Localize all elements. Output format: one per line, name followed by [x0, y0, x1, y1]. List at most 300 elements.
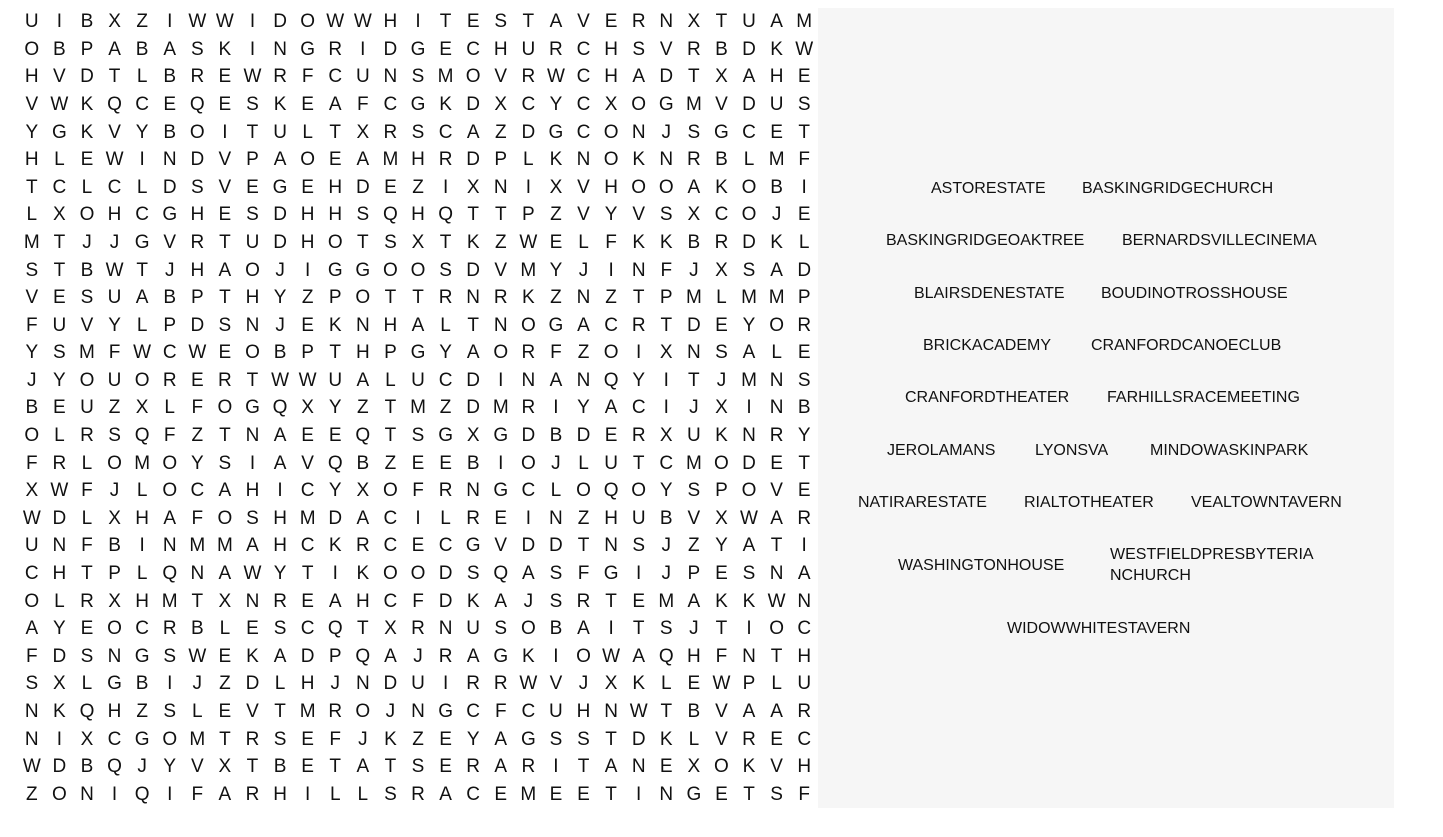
grid-letter[interactable]: R	[521, 756, 536, 778]
grid-letter[interactable]: M	[216, 535, 233, 557]
grid-letter[interactable]: X	[53, 204, 66, 226]
grid-letter[interactable]: S	[25, 673, 39, 695]
grid-letter[interactable]: X	[549, 176, 563, 198]
grid-letter[interactable]: O	[300, 149, 316, 171]
grid-letter[interactable]: Q	[272, 397, 288, 419]
grid-letter[interactable]: H	[135, 507, 149, 529]
grid-letter[interactable]: G	[107, 673, 122, 695]
grid-letter[interactable]: R	[80, 590, 94, 612]
grid-letter[interactable]: L	[578, 452, 589, 474]
grid-letter[interactable]: X	[687, 204, 701, 226]
grid-letter[interactable]: U	[24, 11, 39, 33]
grid-letter[interactable]: J	[661, 121, 672, 143]
grid-letter[interactable]: I	[553, 645, 559, 667]
grid-letter[interactable]: G	[272, 176, 288, 198]
grid-letter[interactable]: D	[576, 425, 591, 447]
grid-letter[interactable]: Y	[53, 618, 66, 640]
grid-letter[interactable]: O	[217, 397, 233, 419]
grid-letter[interactable]: X	[108, 11, 121, 33]
grid-letter[interactable]: F	[798, 783, 810, 805]
grid-letter[interactable]: N	[355, 314, 370, 336]
grid-letter[interactable]: T	[136, 259, 148, 281]
grid-letter[interactable]: X	[356, 121, 370, 143]
grid-letter[interactable]: N	[631, 121, 646, 143]
grid-letter[interactable]: V	[163, 231, 177, 253]
grid-letter[interactable]: F	[108, 342, 121, 364]
grid-letter[interactable]: H	[493, 38, 508, 60]
grid-letter[interactable]: O	[79, 369, 95, 391]
grid-letter[interactable]: S	[742, 563, 756, 584]
grid-letter[interactable]: M	[79, 342, 95, 364]
grid-letter[interactable]: I	[249, 11, 256, 33]
grid-letter[interactable]: S	[632, 535, 646, 557]
grid-letter[interactable]: K	[549, 149, 563, 171]
grid-letter[interactable]: V	[770, 756, 783, 778]
grid-letter[interactable]: E	[439, 38, 452, 60]
grid-letter[interactable]: R	[797, 507, 812, 529]
grid-letter[interactable]: K	[246, 645, 259, 667]
grid-letter[interactable]: R	[521, 342, 536, 364]
grid-letter[interactable]: D	[383, 673, 398, 695]
grid-letter[interactable]: A	[25, 618, 39, 640]
grid-letter[interactable]: X	[356, 480, 370, 502]
grid-letter[interactable]: B	[190, 618, 204, 640]
grid-letter[interactable]: M	[768, 287, 785, 309]
grid-letter[interactable]: B	[163, 287, 177, 309]
grid-letter[interactable]: P	[246, 149, 259, 171]
grid-letter[interactable]: O	[769, 618, 784, 640]
grid-letter[interactable]: Q	[107, 756, 122, 778]
grid-letter[interactable]: O	[79, 204, 95, 226]
grid-letter[interactable]: L	[136, 66, 148, 88]
grid-letter[interactable]: O	[520, 452, 536, 474]
grid-letter[interactable]: N	[659, 11, 674, 33]
grid-letter[interactable]: X	[108, 507, 121, 529]
grid-letter[interactable]: X	[80, 728, 94, 750]
grid-letter[interactable]: O	[383, 259, 398, 281]
grid-letter[interactable]: N	[245, 425, 260, 447]
grid-letter[interactable]: A	[687, 176, 701, 198]
grid-letter[interactable]: O	[162, 480, 178, 502]
grid-letter[interactable]: Z	[412, 728, 424, 750]
grid-letter[interactable]: I	[442, 176, 449, 198]
grid-letter[interactable]: R	[438, 287, 453, 309]
grid-letter[interactable]: E	[770, 121, 783, 143]
grid-letter[interactable]: Z	[550, 287, 562, 309]
grid-letter[interactable]: T	[494, 204, 507, 226]
grid-letter[interactable]: L	[54, 425, 65, 447]
grid-letter[interactable]: T	[329, 342, 342, 364]
grid-letter[interactable]: Y	[25, 342, 39, 364]
grid-letter[interactable]: A	[577, 618, 590, 640]
grid-letter[interactable]: F	[412, 590, 424, 612]
grid-letter[interactable]: P	[190, 287, 204, 309]
grid-letter[interactable]: O	[631, 94, 647, 116]
grid-letter[interactable]: A	[218, 480, 232, 502]
grid-letter[interactable]: E	[439, 756, 452, 778]
grid-letter[interactable]: F	[25, 645, 38, 667]
grid-letter[interactable]: E	[301, 94, 314, 116]
grid-letter[interactable]: S	[466, 563, 480, 584]
grid-letter[interactable]: N	[162, 149, 177, 171]
grid-letter[interactable]: B	[163, 121, 177, 143]
grid-letter[interactable]: Q	[134, 783, 150, 805]
grid-letter[interactable]: V	[80, 314, 94, 336]
grid-letter[interactable]: S	[384, 231, 397, 253]
grid-letter[interactable]: S	[742, 259, 756, 281]
grid-letter[interactable]: V	[494, 535, 508, 557]
grid-letter[interactable]: S	[494, 618, 508, 640]
grid-letter[interactable]: D	[300, 645, 315, 667]
grid-letter[interactable]: L	[136, 314, 148, 336]
grid-letter[interactable]: S	[659, 204, 673, 226]
grid-letter[interactable]: O	[769, 314, 784, 336]
grid-letter[interactable]: D	[245, 673, 260, 695]
grid-letter[interactable]: D	[631, 728, 646, 750]
grid-letter[interactable]: P	[301, 342, 314, 364]
grid-letter[interactable]: S	[411, 425, 425, 447]
grid-letter[interactable]: L	[550, 480, 562, 502]
grid-letter[interactable]: S	[549, 728, 563, 750]
grid-letter[interactable]: J	[689, 397, 699, 419]
grid-letter[interactable]: N	[493, 176, 508, 198]
grid-letter[interactable]: U	[466, 618, 481, 640]
grid-letter[interactable]: V	[659, 38, 673, 60]
grid-letter[interactable]: I	[553, 397, 559, 419]
grid-letter[interactable]: I	[801, 535, 807, 557]
grid-letter[interactable]: S	[411, 66, 425, 88]
grid-letter[interactable]: S	[246, 204, 259, 226]
grid-letter[interactable]: A	[797, 563, 811, 584]
grid-letter[interactable]: H	[383, 11, 398, 33]
grid-letter[interactable]: T	[53, 231, 66, 253]
grid-letter[interactable]: T	[384, 287, 397, 309]
grid-letter[interactable]: H	[107, 700, 122, 722]
grid-letter[interactable]: R	[80, 425, 94, 447]
grid-letter[interactable]: E	[466, 11, 480, 33]
grid-letter[interactable]: R	[797, 700, 812, 722]
grid-letter[interactable]: B	[273, 342, 287, 364]
grid-letter[interactable]: C	[438, 369, 453, 391]
grid-letter[interactable]: X	[687, 11, 701, 33]
grid-letter[interactable]: I	[663, 369, 669, 391]
grid-letter[interactable]: J	[661, 563, 672, 584]
grid-letter[interactable]: N	[245, 590, 260, 612]
grid-letter[interactable]: E	[301, 590, 314, 612]
grid-letter[interactable]: A	[356, 507, 370, 529]
grid-letter[interactable]: R	[190, 231, 205, 253]
grid-letter[interactable]: G	[245, 397, 260, 419]
grid-letter[interactable]: D	[383, 38, 398, 60]
grid-letter[interactable]: C	[383, 94, 398, 116]
grid-letter[interactable]: E	[411, 535, 425, 557]
grid-letter[interactable]: Q	[327, 618, 343, 640]
grid-letter[interactable]: L	[219, 618, 231, 640]
grid-letter[interactable]: P	[494, 149, 508, 171]
grid-letter[interactable]: I	[608, 618, 614, 640]
grid-letter[interactable]: Q	[189, 94, 205, 116]
grid-letter[interactable]: O	[24, 38, 40, 60]
grid-letter[interactable]: O	[107, 618, 122, 640]
grid-letter[interactable]: R	[631, 314, 646, 336]
grid-letter[interactable]: I	[663, 397, 669, 419]
grid-letter[interactable]: H	[411, 149, 425, 171]
grid-letter[interactable]: W	[105, 149, 124, 171]
grid-letter[interactable]: R	[190, 66, 205, 88]
grid-letter[interactable]: E	[494, 783, 508, 805]
grid-letter[interactable]: J	[192, 673, 203, 695]
grid-letter[interactable]: Z	[357, 397, 369, 419]
grid-letter[interactable]: T	[715, 11, 728, 33]
grid-letter[interactable]: M	[685, 452, 702, 474]
grid-letter[interactable]: W	[50, 94, 69, 116]
grid-letter[interactable]: T	[384, 425, 397, 447]
grid-letter[interactable]: G	[438, 700, 453, 722]
grid-letter[interactable]: J	[689, 618, 699, 640]
grid-letter[interactable]: Y	[135, 121, 149, 143]
grid-letter[interactable]: Y	[25, 121, 39, 143]
grid-letter[interactable]: I	[442, 673, 449, 695]
grid-letter[interactable]: A	[218, 783, 232, 805]
grid-letter[interactable]: M	[658, 590, 675, 612]
grid-letter[interactable]: A	[494, 756, 508, 778]
grid-letter[interactable]: I	[415, 507, 421, 529]
grid-letter[interactable]: Q	[355, 425, 371, 447]
grid-letter[interactable]: B	[135, 38, 149, 60]
grid-letter[interactable]: Z	[550, 204, 562, 226]
grid-letter[interactable]: W	[519, 231, 538, 253]
grid-letter[interactable]: D	[742, 38, 756, 60]
grid-letter[interactable]: A	[632, 66, 646, 88]
grid-letter[interactable]: T	[743, 783, 755, 805]
grid-letter[interactable]: F	[191, 397, 204, 419]
grid-letter[interactable]: N	[604, 535, 618, 557]
grid-letter[interactable]: E	[715, 783, 728, 805]
grid-letter[interactable]: O	[603, 149, 619, 171]
grid-letter[interactable]: N	[273, 38, 287, 60]
grid-letter[interactable]: C	[466, 783, 481, 805]
grid-letter[interactable]: A	[135, 287, 149, 309]
grid-letter[interactable]: T	[301, 563, 314, 584]
grid-letter[interactable]: O	[658, 176, 674, 198]
grid-letter[interactable]: I	[801, 176, 807, 198]
grid-letter[interactable]: R	[273, 66, 287, 88]
grid-letter[interactable]: Z	[494, 121, 507, 143]
grid-letter[interactable]: O	[355, 287, 371, 309]
grid-letter[interactable]: T	[577, 756, 590, 778]
grid-letter[interactable]: E	[246, 618, 259, 640]
grid-letter[interactable]: L	[329, 783, 341, 805]
grid-letter[interactable]: G	[714, 121, 729, 143]
grid-letter[interactable]: P	[521, 204, 535, 226]
grid-letter[interactable]: K	[632, 149, 646, 171]
grid-letter[interactable]: A	[384, 645, 397, 667]
grid-letter[interactable]: W	[243, 563, 262, 584]
grid-letter[interactable]: W	[353, 11, 372, 33]
grid-letter[interactable]: J	[551, 452, 561, 474]
grid-letter[interactable]: C	[24, 563, 39, 584]
grid-letter[interactable]: G	[134, 231, 150, 253]
grid-letter[interactable]: Q	[603, 369, 619, 391]
grid-letter[interactable]: J	[109, 480, 120, 502]
grid-letter[interactable]: N	[162, 535, 177, 557]
grid-letter[interactable]: O	[741, 480, 757, 502]
grid-letter[interactable]: Z	[301, 287, 314, 309]
grid-letter[interactable]: B	[715, 149, 728, 171]
grid-letter[interactable]: L	[164, 397, 175, 419]
grid-letter[interactable]: R	[328, 700, 343, 722]
grid-letter[interactable]: O	[741, 176, 757, 198]
grid-letter[interactable]: T	[632, 618, 645, 640]
grid-letter[interactable]: O	[162, 452, 178, 474]
grid-letter[interactable]: I	[305, 259, 311, 281]
grid-letter[interactable]: B	[80, 259, 94, 281]
grid-letter[interactable]: T	[798, 121, 810, 143]
grid-letter[interactable]: U	[521, 38, 536, 60]
grid-letter[interactable]: L	[81, 673, 93, 695]
grid-letter[interactable]: S	[163, 645, 177, 667]
grid-letter[interactable]: F	[715, 645, 728, 667]
grid-letter[interactable]: H	[604, 507, 618, 529]
grid-letter[interactable]: H	[383, 314, 398, 336]
grid-letter[interactable]: A	[246, 535, 259, 557]
grid-letter[interactable]: J	[358, 728, 368, 750]
grid-letter[interactable]: K	[466, 231, 480, 253]
grid-letter[interactable]: J	[413, 645, 423, 667]
grid-letter[interactable]: G	[134, 645, 150, 667]
grid-letter[interactable]: E	[797, 204, 811, 226]
grid-letter[interactable]: D	[162, 176, 177, 198]
grid-letter[interactable]: G	[51, 121, 67, 143]
grid-letter[interactable]: L	[54, 149, 65, 171]
grid-letter[interactable]: O	[576, 645, 591, 667]
grid-letter[interactable]: G	[603, 563, 619, 584]
grid-letter[interactable]: T	[688, 66, 700, 88]
grid-letter[interactable]: N	[631, 259, 646, 281]
grid-letter[interactable]: B	[163, 66, 177, 88]
grid-letter[interactable]: N	[576, 287, 591, 309]
grid-letter[interactable]: T	[798, 452, 810, 474]
grid-letter[interactable]: T	[384, 756, 397, 778]
grid-letter[interactable]: T	[191, 590, 204, 612]
grid-letter[interactable]: N	[466, 287, 481, 309]
grid-letter[interactable]: E	[301, 314, 314, 336]
grid-letter[interactable]: N	[659, 149, 674, 171]
grid-letter[interactable]: Z	[219, 673, 231, 695]
grid-letter[interactable]: Z	[191, 425, 204, 447]
grid-letter[interactable]: W	[271, 369, 290, 391]
grid-letter[interactable]: I	[167, 11, 173, 33]
grid-letter[interactable]: S	[80, 645, 94, 667]
grid-letter[interactable]: H	[300, 673, 315, 695]
grid-letter[interactable]: K	[384, 728, 397, 750]
grid-letter[interactable]: E	[384, 176, 397, 198]
grid-letter[interactable]: K	[715, 176, 728, 198]
grid-letter[interactable]: D	[273, 231, 287, 253]
grid-letter[interactable]: V	[301, 452, 314, 474]
grid-letter[interactable]: K	[80, 94, 94, 116]
grid-letter[interactable]: F	[798, 149, 810, 171]
grid-letter[interactable]: U	[411, 673, 425, 695]
grid-letter[interactable]: T	[605, 783, 617, 805]
grid-letter[interactable]: N	[80, 783, 94, 805]
grid-letter[interactable]: X	[218, 590, 232, 612]
grid-letter[interactable]: D	[686, 314, 701, 336]
grid-letter[interactable]: P	[328, 645, 342, 667]
grid-letter[interactable]: C	[107, 176, 122, 198]
grid-letter[interactable]: X	[659, 342, 673, 364]
grid-letter[interactable]: E	[218, 700, 232, 722]
grid-letter[interactable]: N	[107, 645, 122, 667]
grid-letter[interactable]: U	[742, 11, 756, 33]
grid-letter[interactable]: R	[521, 397, 536, 419]
grid-letter[interactable]: U	[769, 94, 784, 116]
grid-letter[interactable]: L	[81, 507, 93, 529]
grid-letter[interactable]: G	[493, 480, 509, 502]
grid-letter[interactable]: A	[742, 700, 756, 722]
grid-letter[interactable]: V	[577, 11, 590, 33]
grid-letter[interactable]: M	[189, 535, 206, 557]
grid-letter[interactable]: S	[80, 287, 94, 309]
grid-letter[interactable]: A	[273, 452, 287, 474]
grid-letter[interactable]: F	[191, 783, 204, 805]
grid-letter[interactable]: J	[523, 590, 534, 612]
grid-letter[interactable]: M	[741, 369, 757, 391]
grid-letter[interactable]: E	[577, 783, 590, 805]
grid-letter[interactable]: R	[521, 66, 536, 88]
grid-letter[interactable]: X	[715, 259, 728, 281]
grid-letter[interactable]: V	[190, 756, 204, 778]
grid-letter[interactable]: E	[53, 287, 66, 309]
grid-letter[interactable]: B	[108, 535, 121, 557]
grid-letter[interactable]: M	[685, 287, 702, 309]
grid-letter[interactable]: S	[53, 342, 66, 364]
grid-letter[interactable]: I	[56, 728, 63, 750]
grid-letter[interactable]: N	[769, 397, 784, 419]
grid-letter[interactable]: G	[410, 94, 426, 116]
grid-letter[interactable]: B	[356, 452, 370, 474]
grid-letter[interactable]: E	[439, 452, 452, 474]
grid-letter[interactable]: E	[80, 618, 94, 640]
grid-letter[interactable]: T	[577, 535, 590, 557]
grid-letter[interactable]: U	[686, 425, 701, 447]
grid-letter[interactable]: Q	[79, 700, 95, 722]
grid-letter[interactable]: U	[80, 397, 94, 419]
grid-letter[interactable]: O	[189, 121, 205, 143]
grid-letter[interactable]: A	[466, 645, 480, 667]
grid-letter[interactable]: C	[576, 66, 591, 88]
grid-letter[interactable]: I	[636, 563, 642, 584]
grid-letter[interactable]: V	[494, 66, 508, 88]
grid-letter[interactable]: X	[659, 425, 673, 447]
grid-letter[interactable]: F	[357, 94, 369, 116]
grid-letter[interactable]: B	[715, 38, 728, 60]
grid-letter[interactable]: Q	[383, 204, 398, 226]
grid-letter[interactable]: K	[218, 38, 232, 60]
grid-letter[interactable]: D	[742, 231, 756, 253]
grid-letter[interactable]: N	[190, 563, 205, 584]
grid-letter[interactable]: R	[686, 38, 701, 60]
grid-letter[interactable]: Y	[439, 342, 452, 364]
grid-letter[interactable]: A	[218, 563, 232, 584]
grid-letter[interactable]: R	[162, 369, 177, 391]
grid-letter[interactable]: T	[246, 121, 259, 143]
grid-letter[interactable]: L	[136, 176, 148, 198]
grid-letter[interactable]: C	[438, 121, 453, 143]
grid-letter[interactable]: S	[549, 563, 563, 584]
grid-letter[interactable]: S	[411, 121, 425, 143]
grid-letter[interactable]: V	[687, 507, 701, 529]
